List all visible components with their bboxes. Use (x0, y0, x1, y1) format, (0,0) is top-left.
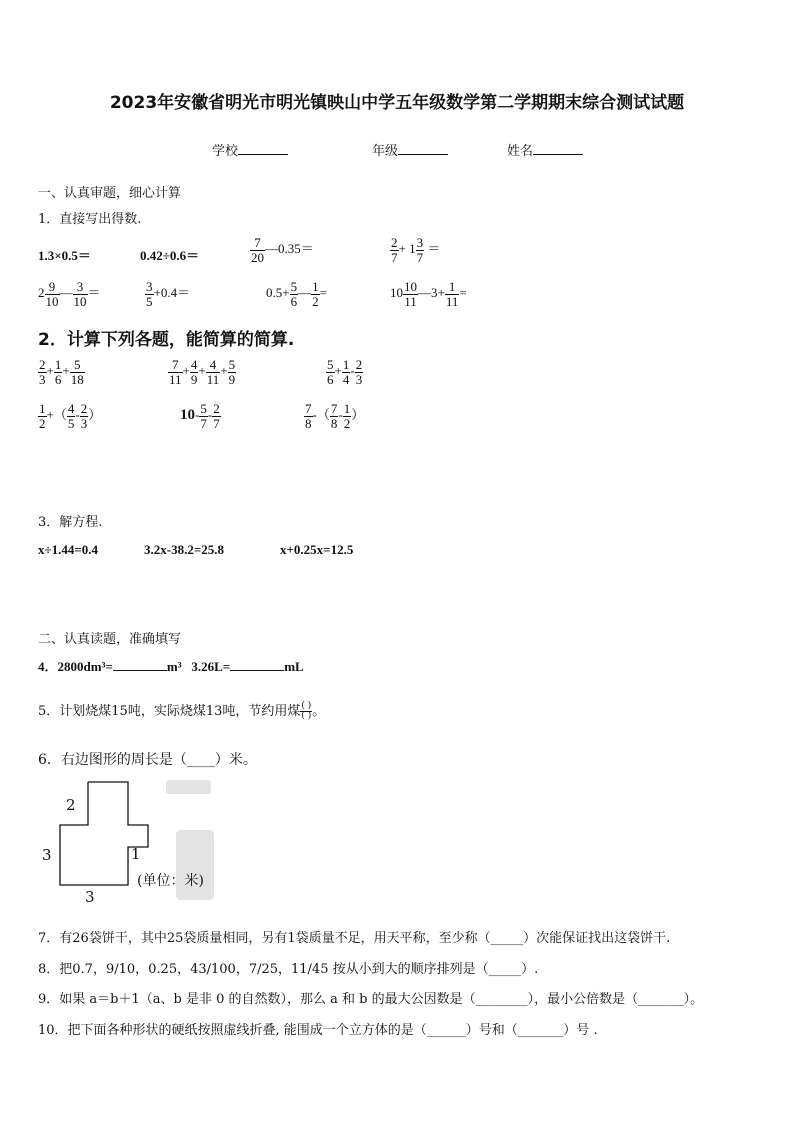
q7-text: 7．有26袋饼干，其中25袋质量相同，另有1袋质量不足，用天平称，至少称（_____）次能保证找出这袋饼干. (38, 931, 671, 946)
fraction-numerator: 1 (445, 280, 460, 295)
q2-expr-6 (304, 402, 364, 430)
page-title: 2023年安徽省明光市明光镇映山中学五年级数学第二学期期末综合测试试题 (109, 93, 685, 113)
unit-label: (单位：米) (137, 873, 204, 889)
operator: ） (88, 407, 102, 423)
fraction-denominator: 9 (228, 371, 236, 387)
fraction-denominator: 6 (327, 371, 334, 387)
operator: - (75, 407, 80, 423)
fraction-numerator: 5 (290, 279, 298, 294)
school-field[interactable] (212, 140, 288, 159)
fraction-numerator: 1 (343, 401, 351, 416)
unit: m³ (166, 659, 182, 674)
q4-part-a: 2800dm³= (57, 659, 113, 674)
q1-item-1: 1.3×0.5＝ (38, 248, 91, 263)
operator: + (220, 363, 228, 379)
expression-text: 0.5+ (266, 285, 290, 301)
equals-sign: = (459, 285, 467, 301)
fraction-denominator: 4 (342, 371, 350, 387)
fraction-denominator: 6 (54, 371, 62, 387)
fraction-denominator: 2 (39, 415, 46, 431)
grade-label: 年级 (372, 144, 399, 159)
label-2: 2 (66, 796, 76, 814)
fraction-denominator: 3 (39, 371, 46, 387)
operator: +（ (46, 407, 67, 423)
operator: — (59, 285, 73, 301)
operator: - (338, 407, 343, 423)
operator: + (182, 363, 190, 379)
q6-text: 6．右边图形的周长是（____）米。 (38, 752, 257, 768)
expression-text: —3+ (418, 285, 445, 301)
q2-label: 2．计算下列各题，能简算的简算. (38, 330, 295, 350)
q4-text (38, 656, 304, 675)
fraction-numerator: 1 (342, 357, 350, 372)
answer-blank[interactable] (230, 670, 284, 671)
school-label: 学校 (212, 144, 239, 159)
fraction-numerator: 7 (330, 401, 338, 416)
q3-equation-3: x+0.25x=12.5 (280, 542, 354, 557)
fraction-denominator: 20 (251, 249, 264, 265)
fraction-numerator: 5 (200, 401, 207, 416)
fraction-denominator: 6 (290, 293, 298, 309)
q3-equation-1: x÷1.44=0.4 (38, 542, 99, 557)
equals-sign: = (319, 285, 327, 301)
fraction-denominator: 2 (312, 293, 319, 309)
fraction-denominator: 10 (73, 293, 87, 309)
fraction-denominator: 2 (343, 415, 351, 431)
whole-number: 10 (390, 285, 403, 301)
operator: + (46, 363, 54, 379)
fraction-denominator: 3 (80, 415, 88, 431)
q2-expr-4 (38, 402, 101, 430)
unit: mL (284, 659, 304, 674)
fraction-numerator: 2 (213, 401, 220, 416)
fraction-numerator: 2 (80, 401, 88, 416)
operator: + 1 (398, 241, 416, 257)
grade-field[interactable] (372, 140, 448, 159)
fraction-numerator: 4 (67, 401, 75, 416)
name-field[interactable] (507, 140, 583, 159)
q1-item-6 (145, 280, 190, 308)
label-3-bottom: 3 (85, 888, 95, 906)
expression-text: —0.35＝ (265, 241, 314, 257)
q2-expr-5 (180, 402, 221, 430)
q5-text (38, 700, 325, 721)
q1-item-2: 0.42÷0.6＝ (140, 248, 200, 263)
q2-expr-2 (168, 358, 236, 386)
fraction-numerator: 5 (228, 357, 236, 372)
q1-label: 1．直接写出得数. (38, 212, 142, 227)
fraction-denominator: 7 (416, 249, 424, 265)
fraction-numerator: 3 (416, 235, 424, 250)
fraction-numerator: 3 (73, 280, 88, 295)
name-label: 姓名 (507, 144, 534, 159)
label-1: 1 (131, 845, 141, 863)
fraction-numerator: 3 (146, 279, 153, 294)
fraction-denominator[interactable]: ( ) (301, 711, 312, 721)
fraction-numerator: 5 (327, 357, 334, 372)
fraction-denominator: 11 (445, 293, 459, 309)
equals-sign: ＝ (427, 241, 441, 257)
q4-number: 4． (38, 659, 58, 674)
fraction-denominator: 5 (146, 293, 153, 309)
operator: + (334, 363, 342, 379)
q10-text: 10．把下面各种形状的硬纸按照虚线折叠, 能围成一个立方体的是（______）号和（_______）号 . (38, 1023, 598, 1038)
fraction-denominator: 11 (206, 371, 220, 387)
fraction-denominator: 18 (70, 371, 84, 387)
fraction-denominator: 11 (404, 293, 417, 309)
operator: — (298, 285, 312, 301)
operator: - (195, 407, 200, 423)
fraction-numerator: 10 (404, 279, 417, 294)
operator: + (198, 363, 206, 379)
fraction-numerator: 4 (206, 358, 221, 373)
fraction-numerator: 4 (190, 357, 198, 372)
fraction-numerator: 2 (39, 357, 46, 372)
fraction-numerator: 9 (45, 280, 60, 295)
fraction-numerator: 5 (70, 358, 85, 373)
fraction-denominator: 9 (190, 371, 198, 387)
whole-number: 2 (38, 285, 45, 301)
fraction-denominator: 5 (67, 415, 75, 431)
q3-equation-2: 3.2x-38.2=25.8 (144, 542, 224, 557)
operator: + (62, 363, 70, 379)
q3-label: 3．解方程. (38, 515, 103, 530)
punctuation: 。 (312, 704, 326, 719)
expression-text: +0.4＝ (153, 285, 191, 301)
fraction-numerator: 2 (391, 235, 398, 250)
q4-part-b: 3.26L= (191, 659, 231, 674)
fraction-numerator: 2 (355, 357, 363, 372)
fraction-denominator: 7 (391, 249, 398, 265)
fraction-numerator: 7 (168, 358, 183, 373)
q1-item-4 (390, 236, 440, 264)
operator: -（ (312, 407, 330, 423)
fraction-denominator: 3 (355, 371, 363, 387)
fraction-denominator: 8 (305, 415, 312, 431)
fraction-numerator: 7 (305, 401, 312, 416)
q1-item-8 (390, 280, 467, 308)
q2-expr-3 (326, 358, 363, 386)
fraction-denominator: 10 (45, 293, 59, 309)
fraction-denominator: 8 (330, 415, 338, 431)
q2-expr-1 (38, 358, 85, 386)
q9-text: 9．如果 a＝b＋1（a、b 是非 0 的自然数），那么 a 和 b 的最大公因数是（________），最小公倍数是（_______）。 (38, 992, 704, 1007)
q1-item-7 (266, 280, 327, 308)
q1-item-5 (38, 280, 101, 308)
label-3-left: 3 (42, 846, 52, 864)
q8-text: 8．把0.7，9/10，0.25，43/100，7/25，11/45 按从小到大的顺序排列是（_____）. (38, 962, 539, 977)
fraction-denominator: 7 (200, 415, 207, 431)
fraction-numerator[interactable]: ( ) (301, 700, 312, 711)
fraction-numerator: 1 (39, 401, 46, 416)
q1-item-3 (250, 236, 314, 264)
operator: - (350, 363, 355, 379)
fraction-denominator: 7 (213, 415, 220, 431)
fraction-numerator: 1 (312, 279, 319, 294)
section-2-heading: 二、认真读题，准确填写 (38, 632, 182, 647)
whole-number: 10 (180, 407, 195, 424)
operator: - (207, 407, 213, 423)
fraction-numerator: 1 (54, 357, 62, 372)
fraction-numerator: 7 (250, 236, 265, 251)
answer-blank[interactable] (113, 670, 167, 671)
equals-sign: ＝ (87, 285, 101, 301)
fraction-denominator: 11 (169, 371, 182, 387)
operator: ） (351, 407, 365, 423)
section-1-heading: 一、认真审题，细心计算 (38, 186, 182, 201)
q5-body: 5．计划烧煤15吨，实际烧煤13吨，节约用煤 (38, 704, 301, 719)
